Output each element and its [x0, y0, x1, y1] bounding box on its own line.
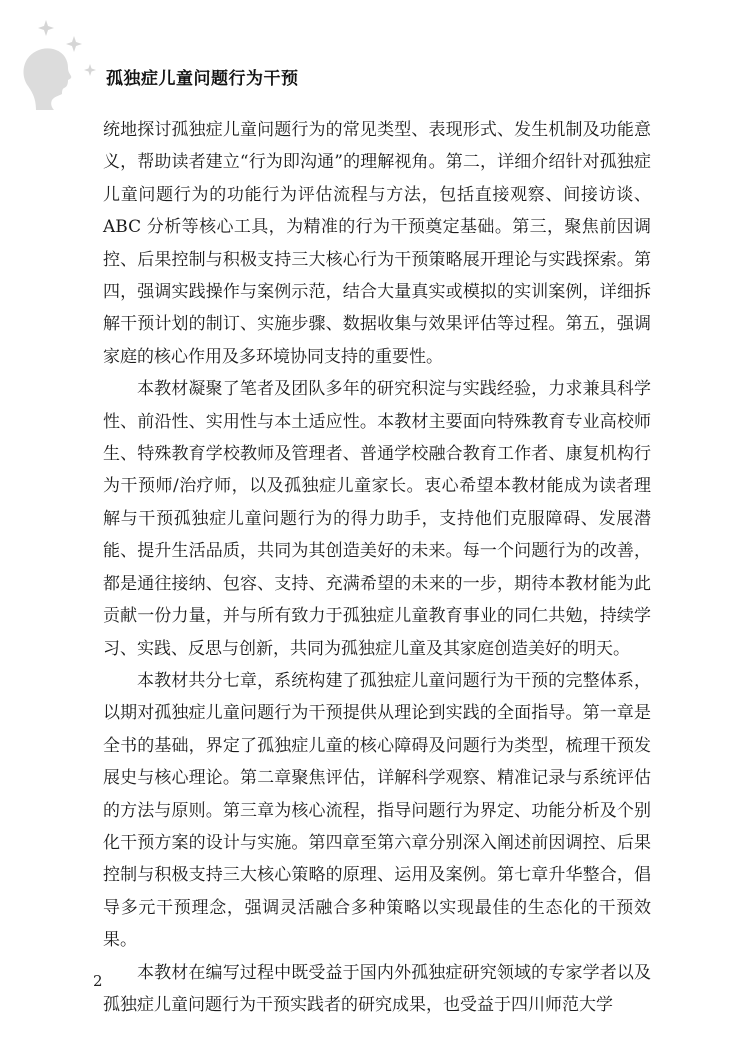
paragraph: 本教材凝聚了笔者及团队多年的研究积淀与实践经验，力求兼具科学性、前沿性、实用性与本土适应性。本教材主要面向特殊教育专业高校师生、特殊教育学校教师及管理者、普通学校融合教育工作者、康复机构行为干预师/治疗师，以及孤独症儿童家长。衷心希望本教材能成为读者理解与干预孤独症儿童问题行为的得力助手，支持他们克服障碍、发展潜能、提升生活品质，共同为其创造美好的未来。每一个问题行为的改善，都是通往接纳、包容、支持、充满希望的未来的一步，期待本教材能为此贡献一份力量，并与所有致力于孤独症儿童教育事业的同仁共勉，持续学习、实践、反思与创新，共同为孤独症儿童及其家庭创造美好的明天。	[103, 379, 651, 659]
paragraph: 本教材共分七章，系统构建了孤独症儿童问题行为干预的完整体系，以期对孤独症儿童问题行为干预提供从理论到实践的全面指导。第一章是全书的基础，界定了孤独症儿童的核心障碍及问题行为类型，梳理干预发展史与核心理论。第二章聚焦评估，详解科学观察、精准记录与系统评估的方法与原则。第三章为核心流程，指导问题行为界定、功能分析及个别化干预方案的设计与实施。第四章至第六章分别深入阐述前因调控、后果控制与积极支持三大核心策略的原理、运用及案例。第七章升华整合，倡导多元干预理念，强调灵活融合多种策略以实现最佳的生态化的干预效果。	[103, 670, 651, 951]
paragraph: 统地探讨孤独症儿童问题行为的常见类型、表现形式、发生机制及功能意义，帮助读者建立“行为即沟通”的理解视角。第二，详细介绍针对孤独症儿童问题行为的功能行为评估流程与方法，包括直接观察、间接访谈、ABC 分析等核心工具，为精准的行为干预奠定基础。第三，聚焦前因调控、后果控制与积极支持三大核心行为干预策略展开理论与实践探索。第四，强调实践操作与案例示范，结合大量真实或模拟的实训案例，详细拆解干预计划的制订、实施步骤、数据收集与效果评估等过程。第五，强调家庭的核心作用及多环境协同支持的重要性。	[103, 120, 651, 367]
page-number: 2	[93, 972, 103, 990]
sparkle-star-icon	[38, 20, 54, 36]
paragraph: 本教材在编写过程中既受益于国内外孤独症研究领域的专家学者以及孤独症儿童问题行为干预实践者的研究成果，也受益于四川师范大学	[103, 962, 651, 1015]
child-silhouette-icon	[18, 14, 98, 110]
header-decoration	[18, 14, 98, 110]
running-header-title: 孤独症儿童问题行为干预	[106, 69, 299, 89]
sparkle-star-icon	[84, 64, 96, 76]
sparkle-star-icon	[66, 36, 82, 52]
body-text	[103, 114, 651, 1021]
